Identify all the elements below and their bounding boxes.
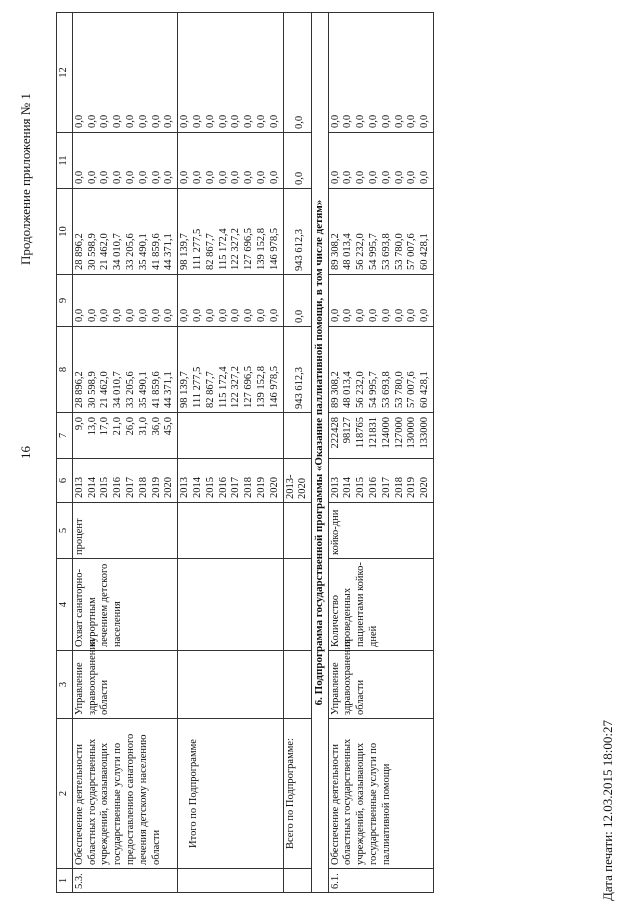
cell-value: 45,0 xyxy=(163,417,175,436)
cell-value: 0,0 xyxy=(419,170,431,184)
cell-value: 0,0 xyxy=(268,114,280,128)
cell-value: 2019 xyxy=(406,477,418,498)
cell-value: 56 232,0 xyxy=(355,371,367,408)
col-header: 8 xyxy=(57,327,73,413)
cell-value: 0,0 xyxy=(342,308,354,322)
cell-value: 139 152,8 xyxy=(255,228,267,270)
cell-value: 0,0 xyxy=(204,114,216,128)
cell-value: 0,0 xyxy=(393,308,405,322)
cell-value: 0,0 xyxy=(150,308,162,322)
cell-value: 0,0 xyxy=(419,308,431,322)
col11-cell xyxy=(72,133,177,189)
table-row xyxy=(178,13,283,893)
cell-value: 54 995,7 xyxy=(367,233,379,270)
cell-value: 111 277,5 xyxy=(191,228,203,270)
cell-value: 89 308,2 xyxy=(329,371,341,408)
cell-value: 0,0 xyxy=(367,308,379,322)
cell-value: 0,0 xyxy=(191,114,203,128)
col11-cell xyxy=(328,133,433,189)
years-cell xyxy=(178,459,283,503)
cell-value: 0,0 xyxy=(243,170,255,184)
cell-value: 0,0 xyxy=(243,114,255,128)
cell-value: 53 780,0 xyxy=(393,233,405,270)
cell-value: 0,0 xyxy=(329,170,341,184)
cell-value: 0,0 xyxy=(99,114,111,128)
cell-value: 2020 xyxy=(163,477,175,498)
cell-value: 0,0 xyxy=(112,170,124,184)
cell-value: 0,0 xyxy=(380,170,392,184)
table-row xyxy=(328,13,433,893)
col-header: 12 xyxy=(57,13,73,133)
cell-value: 0,0 xyxy=(406,170,418,184)
cell-value: 0,0 xyxy=(112,308,124,322)
cell-value: 0,0 xyxy=(150,114,162,128)
cell-value: 0,0 xyxy=(230,308,242,322)
cell-value: 127 696,5 xyxy=(243,366,255,408)
grand-total-years: 2013-2020 xyxy=(283,459,312,503)
col-header: 4 xyxy=(57,559,73,651)
col9-cell xyxy=(72,275,177,327)
row-unit: процент xyxy=(72,503,177,559)
cell-value: 36,0 xyxy=(150,417,162,436)
cell-value: 2017 xyxy=(230,477,242,498)
cell-value: 0,0 xyxy=(393,114,405,128)
cell-value: 0,0 xyxy=(230,114,242,128)
col-header: 10 xyxy=(57,189,73,275)
cell-value: 48 013,4 xyxy=(342,233,354,270)
cell-value: 9,0 xyxy=(73,417,85,431)
cell-value: 0,0 xyxy=(243,308,255,322)
col-header: 3 xyxy=(57,651,73,719)
cell-value: 0,0 xyxy=(124,114,136,128)
cell-value: 34 010,7 xyxy=(112,371,124,408)
cell-value: 2013 xyxy=(179,477,191,498)
cell-value: 57 007,6 xyxy=(406,233,418,270)
cell-value: 0,0 xyxy=(255,308,267,322)
cell-value: 0,0 xyxy=(367,114,379,128)
col10-cell xyxy=(178,189,283,275)
cell-value: 0,0 xyxy=(355,170,367,184)
cell-value: 0,0 xyxy=(179,308,191,322)
cell-value: 2017 xyxy=(124,477,136,498)
row-name: Обеспечение деятельности областных государственных учреждений, оказывающих государственные услуги по паллиативной помощи xyxy=(328,719,433,869)
row-indicator: Охват санаторно-курортным лечением детского населения xyxy=(72,559,177,651)
cell-value: 0,0 xyxy=(137,308,149,322)
cell-value: 0,0 xyxy=(179,170,191,184)
cell-value: 0,0 xyxy=(342,114,354,128)
cell-value: 0,0 xyxy=(73,114,85,128)
cell-value: 0,0 xyxy=(73,308,85,322)
grand-total-col9: 0,0 xyxy=(283,275,312,327)
cell-value: 0,0 xyxy=(217,170,229,184)
cell-value: 98127 xyxy=(342,417,354,444)
col-header: 5 xyxy=(57,503,73,559)
cell-value: 98 139,7 xyxy=(179,371,191,408)
cell-value: 0,0 xyxy=(367,170,379,184)
continuation-note: Продолжение приложения № 1 xyxy=(18,93,33,265)
grand-total-label: Всего по Подпрограмме: xyxy=(283,719,312,869)
total-funding-cell xyxy=(178,327,283,413)
indicator-values-cell xyxy=(72,413,177,459)
cell-value: 82 867,7 xyxy=(204,371,216,408)
cell-value: 2019 xyxy=(150,477,162,498)
col9-cell xyxy=(328,275,433,327)
cell-value: 0,0 xyxy=(112,114,124,128)
cell-value: 34 010,7 xyxy=(112,233,124,270)
col-header: 2 xyxy=(57,719,73,869)
cell-value: 0,0 xyxy=(137,114,149,128)
cell-value: 0,0 xyxy=(179,114,191,128)
cell-value: 0,0 xyxy=(86,114,98,128)
cell-value: 0,0 xyxy=(268,308,280,322)
cell-value: 146 978,5 xyxy=(268,366,280,408)
cell-value: 21 462,0 xyxy=(99,371,111,408)
cell-value: 21 462,0 xyxy=(99,233,111,270)
section-title: 6. Подпрограмма государственной программы «Оказание паллиативной помощи, в том числе детям» xyxy=(312,13,328,893)
cell-value: 115 172,4 xyxy=(217,366,229,408)
page-number: 16 xyxy=(18,446,33,459)
cell-value: 0,0 xyxy=(163,114,175,128)
cell-value: 2014 xyxy=(86,477,98,498)
cell-value: 0,0 xyxy=(163,308,175,322)
grand-total-col12: 0,0 xyxy=(283,13,312,133)
cell-value: 44 371,1 xyxy=(163,233,175,270)
cell-value: 0,0 xyxy=(329,308,341,322)
years-cell xyxy=(72,459,177,503)
cell-value: 2020 xyxy=(268,477,280,498)
cell-value: 31,0 xyxy=(137,417,149,436)
cell-value: 0,0 xyxy=(204,170,216,184)
row-number: 6.1. xyxy=(328,869,433,893)
cell-value: 89 308,2 xyxy=(329,233,341,270)
cell-value: 2016 xyxy=(367,477,379,498)
cell-value: 122 327,2 xyxy=(230,366,242,408)
cell-value: 121831 xyxy=(367,417,379,449)
table-row xyxy=(72,13,177,893)
column-numbers-row xyxy=(57,13,73,893)
col12-cell xyxy=(328,13,433,133)
col9-cell xyxy=(178,275,283,327)
col12-cell xyxy=(72,13,177,133)
cell-value: 0,0 xyxy=(124,170,136,184)
cell-value: 0,0 xyxy=(150,170,162,184)
cell-value: 111 277,5 xyxy=(191,366,203,408)
cell-value: 0,0 xyxy=(255,170,267,184)
cell-value: 133000 xyxy=(419,417,431,449)
cell-value: 0,0 xyxy=(342,170,354,184)
cell-value: 2016 xyxy=(217,477,229,498)
cell-value: 127 696,5 xyxy=(243,228,255,270)
cell-value: 53 780,0 xyxy=(393,371,405,408)
cell-value: 0,0 xyxy=(73,170,85,184)
cell-value: 0,0 xyxy=(217,114,229,128)
cell-value: 118765 xyxy=(355,417,367,449)
row-executor: Управление здравоохранения области xyxy=(72,651,177,719)
table-row xyxy=(283,13,312,893)
row-number: 5.3. xyxy=(72,869,177,893)
cell-value: 124000 xyxy=(380,417,392,449)
cell-value: 130000 xyxy=(406,417,418,449)
cell-value: 13,0 xyxy=(86,417,98,436)
cell-value: 60 428,1 xyxy=(419,233,431,270)
cell-value: 0,0 xyxy=(419,114,431,128)
cell-value: 44 371,1 xyxy=(163,371,175,408)
cell-value: 2014 xyxy=(342,477,354,498)
cell-value: 0,0 xyxy=(191,170,203,184)
cell-value: 28 896,2 xyxy=(73,233,85,270)
cell-value: 0,0 xyxy=(99,170,111,184)
cell-value: 0,0 xyxy=(355,308,367,322)
cell-value: 0,0 xyxy=(255,114,267,128)
cell-value: 28 896,2 xyxy=(73,371,85,408)
grand-total-col11: 0,0 xyxy=(283,133,312,189)
cell-value: 56 232,0 xyxy=(355,233,367,270)
cell-value: 2015 xyxy=(204,477,216,498)
row-name: Обеспечение деятельности областных государственных учреждений, оказывающих государственные услуги по предоставлению санаторного лечения детскому населению области xyxy=(72,719,177,869)
cell-value: 2015 xyxy=(355,477,367,498)
col-header: 6 xyxy=(57,459,73,503)
row-executor: Управление здравоохранения области xyxy=(328,651,433,719)
cell-value: 146 978,5 xyxy=(268,228,280,270)
cell-value: 2013 xyxy=(73,477,85,498)
cell-value: 0,0 xyxy=(393,170,405,184)
cell-value: 2016 xyxy=(112,477,124,498)
cell-value: 2013 xyxy=(329,477,341,498)
col-header: 1 xyxy=(57,869,73,893)
cell-value: 0,0 xyxy=(217,308,229,322)
cell-value: 30 598,9 xyxy=(86,371,98,408)
cell-value: 0,0 xyxy=(406,114,418,128)
section-title-row xyxy=(312,13,328,893)
cell-value: 0,0 xyxy=(204,308,216,322)
cell-value: 222428 xyxy=(329,417,341,449)
total-funding-cell xyxy=(72,327,177,413)
cell-value: 115 172,4 xyxy=(217,228,229,270)
col11-cell xyxy=(178,133,283,189)
cell-value: 122 327,2 xyxy=(230,228,242,270)
cell-value: 17,0 xyxy=(99,417,111,436)
cell-value: 2015 xyxy=(99,477,111,498)
grand-total-col8: 943 612,3 xyxy=(283,327,312,413)
cell-value: 0,0 xyxy=(99,308,111,322)
cell-value: 98 139,7 xyxy=(179,233,191,270)
cell-value: 2020 xyxy=(419,477,431,498)
total-funding-cell xyxy=(328,327,433,413)
cell-value: 33 205,6 xyxy=(124,371,136,408)
cell-value: 2017 xyxy=(380,477,392,498)
cell-value: 0,0 xyxy=(86,308,98,322)
subtotal-label: Итого по Подпрограмме xyxy=(178,719,283,869)
cell-value: 0,0 xyxy=(329,114,341,128)
cell-value: 0,0 xyxy=(137,170,149,184)
cell-value: 60 428,1 xyxy=(419,371,431,408)
years-cell xyxy=(328,459,433,503)
row-indicator: Количество проведенных пациентами койко-дней xyxy=(328,559,433,651)
cell-value: 30 598,9 xyxy=(86,233,98,270)
cell-value: 35 490,1 xyxy=(137,233,149,270)
cell-value: 21,0 xyxy=(112,417,124,436)
col12-cell xyxy=(178,13,283,133)
cell-value: 0,0 xyxy=(355,114,367,128)
cell-value: 0,0 xyxy=(86,170,98,184)
cell-value: 2018 xyxy=(243,477,255,498)
cell-value: 48 013,4 xyxy=(342,371,354,408)
program-table xyxy=(56,12,434,893)
cell-value: 53 693,8 xyxy=(380,233,392,270)
cell-value: 54 995,7 xyxy=(367,371,379,408)
cell-value: 35 490,1 xyxy=(137,371,149,408)
cell-value: 2018 xyxy=(137,477,149,498)
cell-value: 0,0 xyxy=(380,308,392,322)
col-header: 7 xyxy=(57,413,73,459)
cell-value: 0,0 xyxy=(268,170,280,184)
cell-value: 0,0 xyxy=(230,170,242,184)
cell-value: 127000 xyxy=(393,417,405,449)
cell-value: 33 205,6 xyxy=(124,233,136,270)
cell-value: 41 859,6 xyxy=(150,371,162,408)
cell-value: 53 693,8 xyxy=(380,371,392,408)
cell-value: 0,0 xyxy=(124,308,136,322)
cell-value: 82 867,7 xyxy=(204,233,216,270)
cell-value: 2019 xyxy=(255,477,267,498)
cell-value: 57 007,6 xyxy=(406,371,418,408)
cell-value: 2014 xyxy=(191,477,203,498)
cell-value: 0,0 xyxy=(163,170,175,184)
cell-value: 0,0 xyxy=(406,308,418,322)
col-header: 11 xyxy=(57,133,73,189)
cell-value: 139 152,8 xyxy=(255,366,267,408)
cell-value: 0,0 xyxy=(380,114,392,128)
cell-value: 41 859,6 xyxy=(150,233,162,270)
col-header: 9 xyxy=(57,275,73,327)
grand-total-col10: 943 612,3 xyxy=(283,189,312,275)
cell-value: 2018 xyxy=(393,477,405,498)
print-date: Дата печати: 12.03.2015 18:00:27 xyxy=(600,719,615,901)
row-unit: койко-дни xyxy=(328,503,433,559)
cell-value: 26,0 xyxy=(124,417,136,436)
cell-value: 0,0 xyxy=(191,308,203,322)
indicator-values-cell xyxy=(328,413,433,459)
col10-cell xyxy=(328,189,433,275)
col10-cell xyxy=(72,189,177,275)
